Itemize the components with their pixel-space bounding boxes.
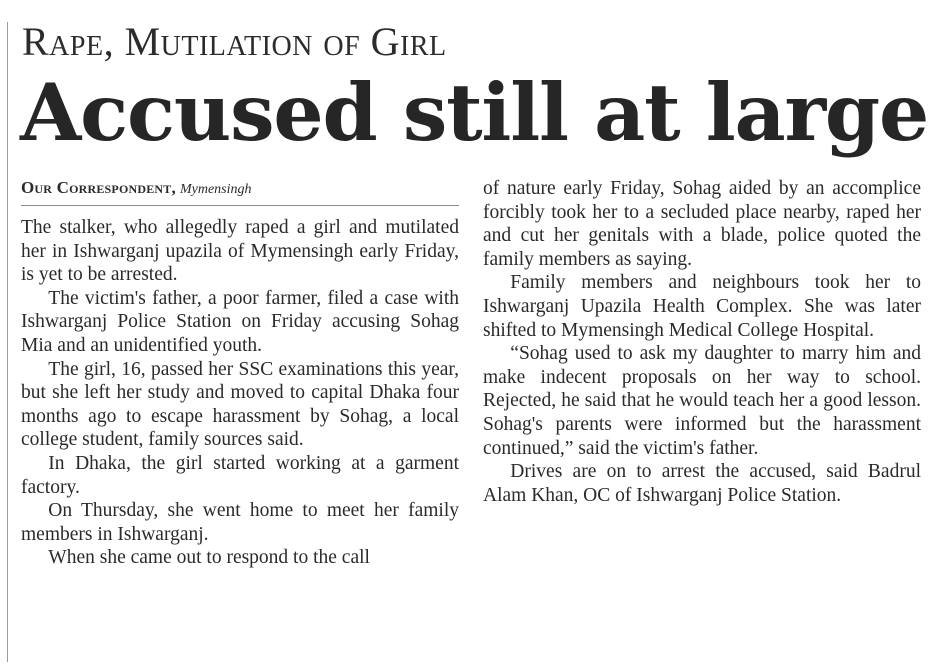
byline-rule [21, 205, 459, 206]
headline: Accused still at large [20, 66, 929, 159]
column-divider-rule [7, 22, 8, 662]
kicker: Rape, Mutilation of Girl [22, 19, 447, 64]
body-paragraph: On Thursday, she went home to meet her family members in Ishwarganj. [21, 500, 459, 545]
body-paragraph: “Sohag used to ask my daughter to marry him and make indecent proposals on her way to school. Rejected, he said that he would teach her a good lesson. Sohag's parents were informed but the harassment continued,” said the victim's father. [483, 343, 921, 459]
byline-location: Mymensingh [179, 182, 252, 197]
byline-author: Our Correspondent, [21, 178, 176, 197]
body-paragraph: In Dhaka, the girl started working at a garment factory. [21, 452, 459, 498]
article-column-left [21, 177, 459, 570]
body-paragraph: When she came out to respond to the call [48, 547, 370, 569]
body-paragraph: The victim's father, a poor farmer, filed a case with Ishwarganj Police Station on Friday accusing Sohag Mia and an unidentified youth. [21, 287, 459, 356]
byline [21, 177, 459, 199]
body-paragraph: Drives are on to arrest the accused, said Badrul Alam Khan, OC of Ishwarganj Police Station. [483, 461, 921, 506]
body-paragraph: The stalker, who allegedly raped a girl and mutilated her in Ishwarganj upazila of Mymensingh early Friday, is yet to be arrested. [21, 217, 459, 286]
body-paragraph: Family members and neighbours took her to Ishwarganj Upazila Health Complex. She was later shifted to Mymensingh Medical College Hospital. [483, 272, 921, 341]
article-column-right [483, 177, 921, 507]
body-paragraph: of nature early Friday, Sohag aided by an accomplice forcibly took her to a secluded place nearby, raped her and cut her genitals with a blade, police quoted the family members as saying. [483, 178, 921, 270]
body-paragraph: The girl, 16, passed her SSC examinations this year, but she left her study and moved to capital Dhaka four months ago to escape harassment by Sohag, a local college student, family sources said. [21, 358, 459, 451]
